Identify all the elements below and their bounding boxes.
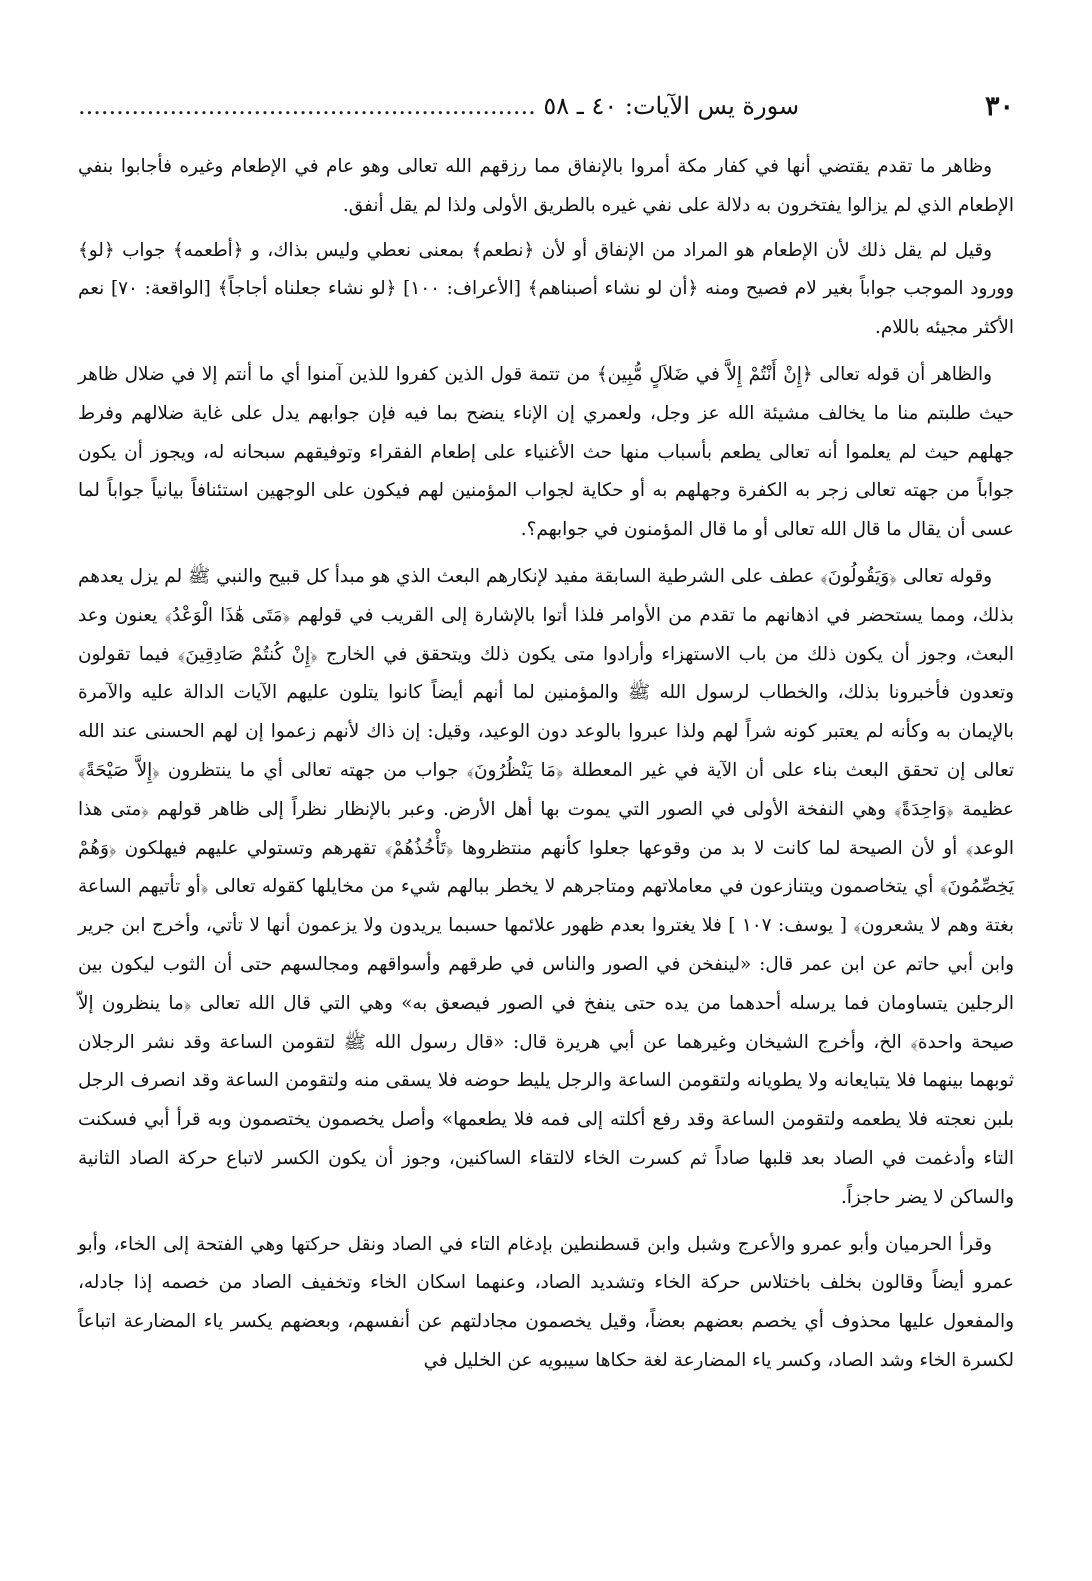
paragraph-4: وقوله تعالى ﴿وَيَقُولُونَ﴾ عطف على الشرطية السابقة مفيد لإنكارهم البعث الذي هو مبدأ كل قبيح والنبي ﷺ لم يزل يعدهم بذلك، ومما يستحضر في اذهانهم ما تقدم من الأوامر فلذا أتوا بالإشارة إلى القريب في قولهم ﴿مَتَى هَٰذَا الْوَعْدُ﴾ يعنون وعد البعث، وجوز أن يكون ذلك من باب الاستهزاء وأرادوا متى يكون ذلك ويتحقق في الخارج ﴿إِنْ كُنتُمْ صَادِقِينَ﴾ فيما تقولون وتعدون فأخبرونا بذلك، والخطاب لرسول الله ﷺ والمؤمنين لما أنهم أيضاً كانوا يتلون عليهم الآيات الدالة عليه والآمرة بالإيمان به وكأنه لم يعتبر كونه شراً لهم ولذا عبروا بالوعد دون الوعيد، وقيل: إن ذاك لأنهم زعموا إن لهم الحسنى عند الله تعالى إن تحقق البعث بناء على أن الآية في غير المعطلة ﴿مَا يَنْظُرُونَ﴾ جواب من جهته تعالى أي ما ينتظرون ﴿إِلاَّ صَيْحَةً﴾ عظيمة ﴿وَاحِدَةً﴾ وهي النفخة الأولى في الصور التي يموت بها أهل الأرض. وعبر بالإنظار نظراً إلى ظاهر قولهم ﴿متى هذا الوعد﴾ أو لأن الصيحة لما كانت لا بد من وقوعها جعلوا كأنهم منتظروها ﴿تَأْخُذُهُمْ﴾ تقهرهم وتستولي عليهم فيهلكون ﴿وَهُمْ يَخِصِّمُونَ﴾ أي يتخاصمون ويتنازعون في معاملاتهم ومتاجرهم لا يخطر ببالهم شيء من مخايلها كقوله تعالى ﴿أو تأتيهم الساعة بغتة وهم لا يشعرون﴾ [ يوسف: ١٠٧ ] فلا يغتروا بعدم ظهور علائمها حسبما يريدون ولا يزعمون أنها لا تأتي، وأخرج ابن جرير وابن أبي حاتم عن ابن عمر قال: «لينفخن في الصور والناس في طرقهم وأسواقهم ومجالسهم حتى أن الثوب ليكون بين الرجلين يتساومان فما يرسله أحدهما من يده حتى ينفخ في الصور فيصعق به» وهي التي قال الله تعالى ﴿ما ينظرون إلاّ صيحة واحدة﴾ الخ، وأخرج الشيخان وغيرهما عن أبي هريرة قال: «قال رسول الله ﷺ لتقومن الساعة وقد نشر الرجلان ثوبهما بينهما فلا يتبايعانه ولا يطويانه ولتقومن الساعة والرجل يليط حوضه فلا يسقى منه ولتقومن الساعة وقد انصرف الرجل بلبن نعجته فلا يطعمه ولتقومن الساعة وقد رفع أكلته إلى فمه فلا يطعمها» وأصل يخصمون يختصمون وبه قرأ أبي فسكنت التاء وأدغمت في الصاد بعد قلبها صاداً ثم كسرت الخاء لالتقاء الساكنين، وجوز أن يكون الكسر لاتباع حركة الصاد الثانية والساكن لا يضر حاجزاً. xyxy=(78,565,1014,1208)
running-head xyxy=(78,86,1014,126)
paragraph-2: وقيل لم يقل ذلك لأن الإطعام هو المراد من الإنفاق أو لأن ﴿نطعم﴾ بمعنى نعطي وليس بذاك، و ﴿أطعمه﴾ جواب ﴿لو﴾ وورود الموجب جواباً بغير لام فصيح ومنه ﴿أن لو نشاء أصبناهم﴾ [الأعراف: ١٠٠] ﴿لو نشاء جعلناه أجاجاً﴾ [الواقعة: ٧٠] نعم الأكثر مجيئه باللام. xyxy=(78,239,1014,339)
paragraph-1: وظاهر ما تقدم يقتضي أنها في كفار مكة أمروا بالإنفاق مما رزقهم الله تعالى وهو عام في الإطعام وغيره فأجابوا بنفي الإطعام الذي لم يزالوا يفتخرون به دلالة على نفي غيره بالطريق الأولى ولذا لم يقل أنفق. xyxy=(78,156,1014,216)
body-text xyxy=(78,148,1014,1389)
paragraph-3: والظاهر أن قوله تعالى ﴿إِنْ أَنْتُمْ إِلاَّ في ضَلاَلٍ مُّبِين﴾ من تتمة قول الذين كفروا للذين آمنوا أي ما أنتم إلا في ضلال ظاهر حيث طلبتم منا ما يخالف مشيئة الله عز وجل، ولعمري إن الإناء ينضح بما فيه فإن جوابهم يدل على غاية ضلالهم وفرط جهلهم حيث لم يعلموا أنه تعالى يطعم بأسباب منها حث الأغنياء على إطعام الفقراء وتوفيقهم سبحانه له، ويجوز أن يكون جواباً من جهته تعالى زجر به الكفرة وجهلهم به أو حكاية لجواب المؤمنين لهم فيكون على الوجهين استئنافاً بيانياً جواباً لما عسى أن يقال ما قال الله تعالى أو ما قال المؤمنون في جوابهم؟. xyxy=(78,363,1014,541)
leader-dots: ............................................................ xyxy=(78,92,536,120)
paragraph-5: وقرأ الحرميان وأبو عمرو والأعرج وشبل وابن قسطنطين بإدغام التاء في الصاد ونقل حركتها وهي الفتحة إلى الخاء، وأبو عمرو أيضاً وقالون بخلف باختلاس حركة الخاء وتشديد الصاد، وعنهما اسكان الخاء وتخفيف الصاد من خصمه إذا جادله، والمفعول عليها محذوف أي يخصم بعضهم بعضاً، وقيل يخصمون مجادلتهم عن أنفسهم، وبعضهم يكسر ياء المضارعة اتباعاً لكسرة الخاء وشد الصاد، وكسر ياء المضارعة لغة حكاها سيبويه عن الخليل في xyxy=(78,1233,1014,1371)
chapter-header xyxy=(78,92,799,120)
chapter-title: سورة يس الآيات: ٤٠ ـ ٥٨ xyxy=(543,92,800,120)
page-number: ٣٠ xyxy=(984,90,1014,122)
